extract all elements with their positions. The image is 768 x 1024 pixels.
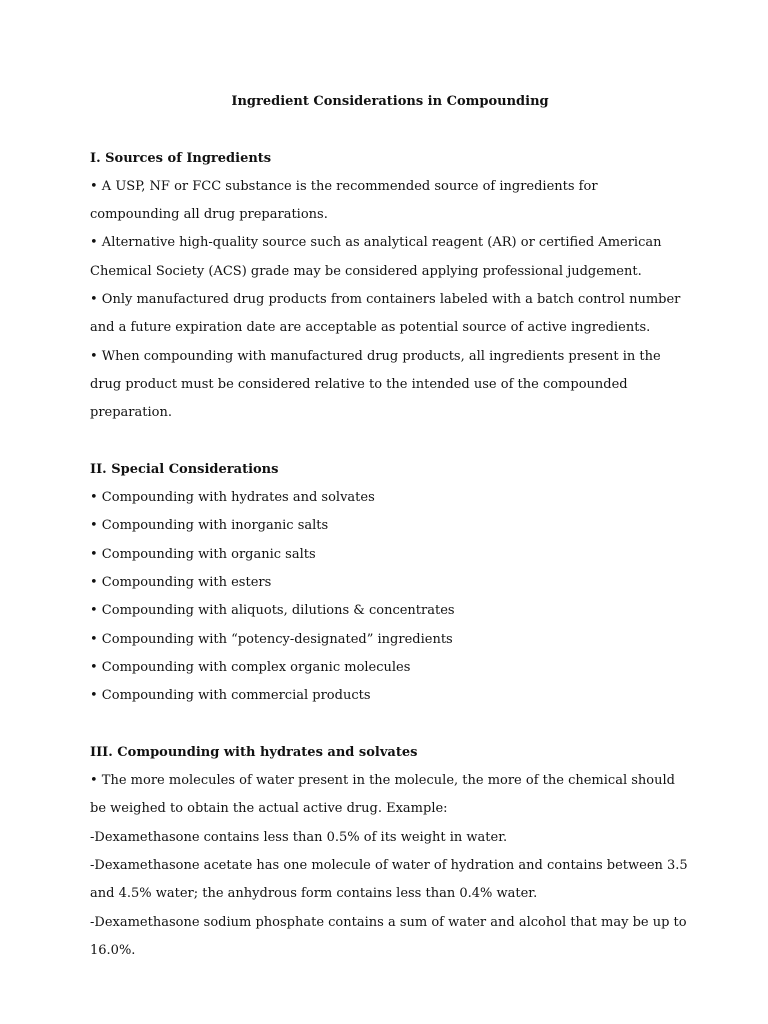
paragraph: • When compounding with manufactured drug products, all ingredients present in the drug product must be considered relative to the intended use of the compounded preparation. xyxy=(90,348,661,421)
list-item: • Compounding with inorganic salts xyxy=(90,518,329,534)
paragraph: -Dexamethasone contains less than 0.5% of its weight in water. xyxy=(90,829,508,845)
list-item: • Compounding with commercial products xyxy=(90,688,371,704)
paragraph: • Only manufactured drug products from containers labeled with a batch control number and a future expiration date are acceptable as potential source of active ingredients. xyxy=(90,292,681,336)
section-special-considerations xyxy=(90,456,690,711)
paragraph: -Dexamethasone sodium phosphate contains a sum of water and alcohol that may be up to 16.0%. xyxy=(90,914,687,958)
list-item: • Compounding with “potency-designated” ingredients xyxy=(90,631,453,647)
document-page xyxy=(90,88,690,965)
spacer xyxy=(90,711,690,739)
list-item: • Compounding with organic salts xyxy=(90,546,316,562)
spacer xyxy=(90,116,690,144)
paragraph: • The more molecules of water present in the molecule, the more of the chemical should be weighed to obtain the actual active drug. Example: xyxy=(90,773,675,817)
section-heading: III. Compounding with hydrates and solvates xyxy=(90,744,418,760)
spacer xyxy=(90,428,690,456)
list-item: • Compounding with complex organic molecules xyxy=(90,659,411,675)
section-heading: I. Sources of Ingredients xyxy=(90,150,272,166)
section-heading: II. Special Considerations xyxy=(90,461,279,477)
list-item: • Compounding with esters xyxy=(90,575,272,591)
paragraph: • Alternative high-quality source such as analytical reagent (AR) or certified American Chemical Society (ACS) grade may be considered applying professional judgement. xyxy=(90,235,662,279)
document-title: Ingredient Considerations in Compounding xyxy=(231,94,549,109)
list-item: • Compounding with aliquots, dilutions & concentrates xyxy=(90,603,455,619)
section-hydrates-and-solvates xyxy=(90,739,690,965)
section-sources-of-ingredients xyxy=(90,145,690,428)
paragraph: -Dexamethasone acetate has one molecule of water of hydration and contains between 3.5 and 4.5% water; the anhydrous form contains less than 0.4% water. xyxy=(90,858,688,902)
list-item: • Compounding with hydrates and solvates xyxy=(90,490,375,506)
paragraph: • A USP, NF or FCC substance is the recommended source of ingredients for compounding all drug preparations. xyxy=(90,178,598,223)
